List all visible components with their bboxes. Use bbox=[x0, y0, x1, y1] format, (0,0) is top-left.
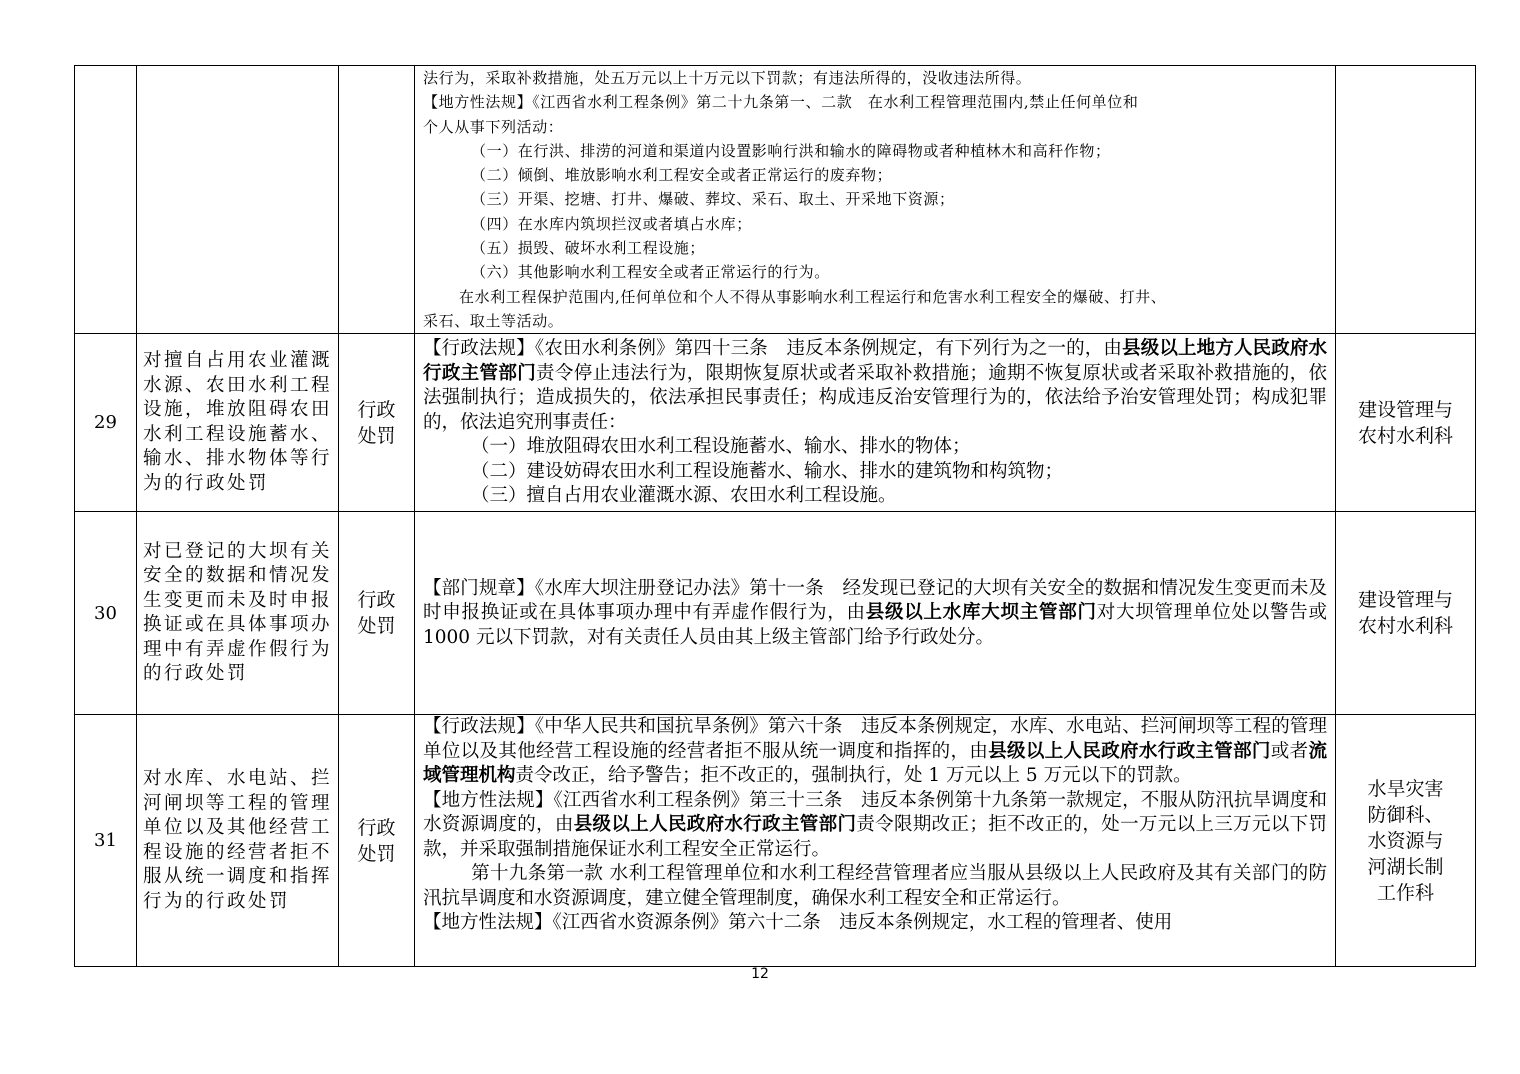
basis-item: （三）擅自占用农业灌溉水源、农田水利工程设施。 bbox=[471, 485, 897, 507]
authority-text: 流域管理机构 bbox=[423, 740, 1327, 787]
category bbox=[339, 334, 415, 512]
category-text: 行政处罚 bbox=[357, 398, 396, 447]
category-text: 行政处罚 bbox=[357, 816, 396, 865]
basis-text: 责令停止违法行为，限期恢复原状或者采取补救措施；逾期不恢复原状或者采取补救措施的，依法强制执行；造成损失的，依法承担民事责任；构成违反治安管理行为的，依法给予治安管理处罚；构成犯罪的，依法追究刑事责任： bbox=[423, 362, 1327, 433]
table-row-continuation bbox=[75, 66, 1476, 334]
basis-paragraph bbox=[423, 715, 1327, 789]
category-cell bbox=[339, 66, 415, 334]
department-text: 建设管理与农村水利科 bbox=[1357, 398, 1453, 447]
department-text: 水旱灾害防御科、水资源与河湖长制工作科 bbox=[1367, 777, 1444, 904]
basis-line: 法行为，采取补救措施，处五万元以上十万元以下罚款；有违法所得的，没收违法所得。 bbox=[423, 69, 1032, 87]
item-cell bbox=[137, 66, 339, 334]
basis-line: （二）倾倒、堆放影响水利工程安全或者正常运行的废弃物； bbox=[471, 166, 893, 185]
department bbox=[1336, 512, 1476, 715]
row-number: 29 bbox=[75, 334, 137, 512]
dept-cell bbox=[1336, 66, 1476, 334]
basis-text: 【行政法规】《农田水利条例》第四十三条 违反本条例规定，有下列行为之一的，由 bbox=[423, 338, 1123, 360]
department-text: 建设管理与农村水利科 bbox=[1357, 589, 1453, 638]
authority-text: 县级以上水库大坝主管部门 bbox=[865, 602, 1097, 624]
basis-item: （一）堆放阻碍农田水利工程设施蓄水、输水、排水的物体； bbox=[471, 436, 971, 458]
basis-text: 责令限期改正；拒不改正的，处一万元以上三万元以下罚款，并采取强制措施保证水利工程安全正常运行。 bbox=[423, 814, 1327, 860]
row-number: 30 bbox=[75, 512, 137, 715]
page-number: 12 bbox=[751, 966, 769, 982]
authority-text: 县级以上人民政府水行政主管部门 bbox=[573, 814, 857, 836]
basis-line: （五）损毁、破坏水利工程设施； bbox=[471, 239, 706, 258]
authority-text: 县级以上地方人民政府水行政主管部门 bbox=[423, 338, 1327, 384]
basis-text: 或者 bbox=[1270, 740, 1309, 762]
item-name: 对已登记的大坝有关安全的数据和情况发生变更而未及时申报换证或在具体事项办理中有弄虚作假行为的行政处罚 bbox=[137, 512, 339, 715]
penalty-table bbox=[74, 65, 1476, 967]
basis-paragraph: 【地方性法规】《江西省水资源条例》第六十二条 违反本条例规定，水工程的管理者、使用 bbox=[423, 912, 1173, 934]
basis-paragraph bbox=[423, 789, 1327, 863]
basis-paragraph: 第十九条第一款 水利工程管理单位和水利工程经营管理者应当服从县级以上人民政府及其有关部门的防汛抗旱调度和水资源调度，建立健全管理制度，确保水利工程安全和正常运行。 bbox=[423, 863, 1327, 909]
basis-line: （一）在行洪、排涝的河道和渠道内设置影响行洪和输水的障碍物或者种植林木和高秆作物； bbox=[471, 141, 1111, 160]
basis-text: 责令改正，给予警告；拒不改正的，强制执行，处 1 万元以上 5 万元以下的罚款。 bbox=[515, 765, 1192, 787]
item-name: 对擅自占用农业灌溉水源、农田水利工程设施，堆放阻碍农田水利工程设施蓄水、输水、排水物体等行为的行政处罚 bbox=[137, 334, 339, 512]
department bbox=[1336, 334, 1476, 512]
item-name: 对水库、水电站、拦河闸坝等工程的管理单位以及其他经营工程设施的经营者拒不服从统一调度和指挥行为的行政处罚 bbox=[137, 715, 339, 967]
basis-text: 【地方性法规】《江西省水利工程条例》第三十三条 违反本条例第十九条第一款规定，不服从防汛抗旱调度和水资源调度的，由 bbox=[423, 789, 1327, 836]
table-row bbox=[75, 334, 1476, 512]
basis-line: （四）在水库内筑坝拦汊或者填占水库； bbox=[471, 214, 752, 233]
table-row bbox=[75, 715, 1476, 967]
category bbox=[339, 715, 415, 967]
basis-line: 【地方性法规】《江西省水利工程条例》第二十九条第一、二款 在水利工程管理范围内,禁止任何单位和 bbox=[423, 93, 1139, 112]
basis-paragraph bbox=[423, 337, 1327, 435]
basis-item: （二）建设妨碍农田水利工程设施蓄水、输水、排水的建筑物和构筑物； bbox=[471, 460, 1064, 482]
basis-line: 在水利工程保护范围内,任何单位和个人不得从事影响水利工程运行和危害水利工程安全的爆破、打井、 bbox=[459, 287, 1167, 306]
basis-line: （三）开渠、挖塘、打井、爆破、葬坟、采石、取土、开采地下资源； bbox=[471, 190, 955, 209]
basis-cell bbox=[415, 512, 1336, 715]
row-number: 31 bbox=[75, 715, 137, 967]
basis-line: （六）其他影响水利工程安全或者正常运行的行为。 bbox=[471, 263, 830, 282]
category-text: 行政处罚 bbox=[357, 589, 396, 638]
table-row bbox=[75, 512, 1476, 715]
basis-paragraph bbox=[423, 577, 1327, 651]
basis-text: 对大坝管理单位处以警告或 1000 元以下罚款，对有关责任人员由其上级主管部门给予行政处分。 bbox=[423, 602, 1327, 648]
category bbox=[339, 512, 415, 715]
no-cell bbox=[75, 66, 137, 334]
department bbox=[1336, 715, 1476, 967]
basis-text: 【部门规章】《水库大坝注册登记办法》第十一条 经发现已登记的大坝有关安全的数据和情况发生变更而未及时申报换证或在具体事项办理中有弄虚作假行为，由 bbox=[423, 577, 1327, 624]
basis-cell bbox=[415, 334, 1336, 512]
basis-cell bbox=[415, 66, 1336, 334]
basis-cell bbox=[415, 715, 1336, 967]
basis-line: 采石、取土等活动。 bbox=[423, 311, 564, 330]
authority-text: 县级以上人民政府水行政主管部门 bbox=[988, 740, 1271, 762]
basis-line: 个人从事下列活动： bbox=[423, 117, 564, 136]
basis-text: 【行政法规】《中华人民共和国抗旱条例》第六十条 违反本条例规定，水库、水电站、拦河闸坝等工程的管理单位以及其他经营工程设施的经营者拒不服从统一调度和指挥的，由 bbox=[423, 716, 1327, 762]
